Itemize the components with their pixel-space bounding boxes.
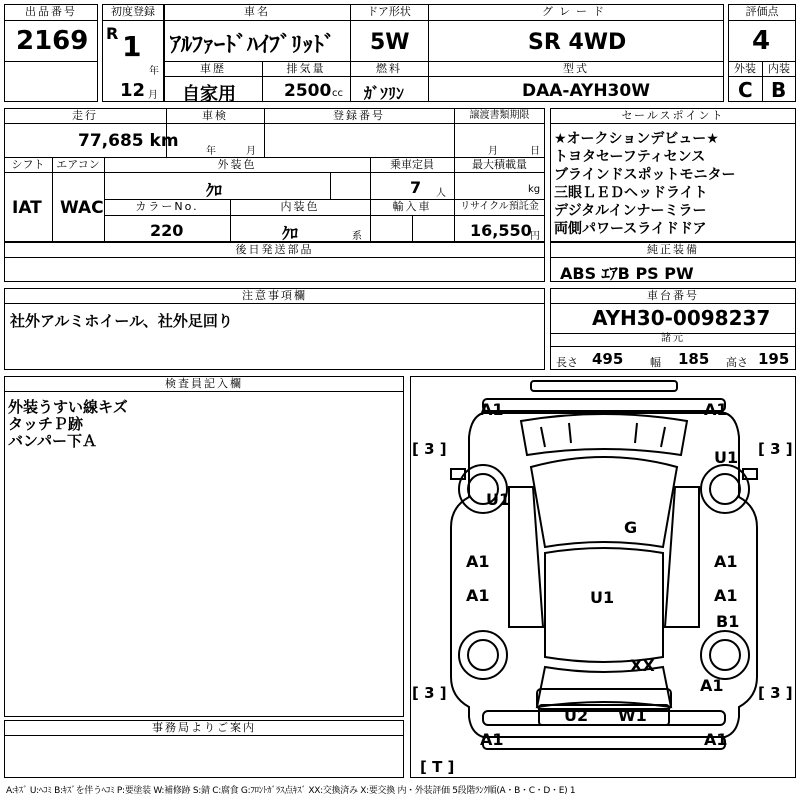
score-label: 評価点: [745, 5, 779, 18]
diagram-mark: A1: [480, 400, 504, 419]
diagram-mark: U1: [486, 490, 511, 509]
width-value: 185: [678, 350, 710, 368]
fuel-value: ｶﾞｿﾘﾝ: [364, 84, 405, 103]
sales-list: [550, 126, 796, 242]
diagram-mark: A1: [700, 676, 724, 695]
mileage-label: 走行: [72, 109, 98, 122]
diagram-mark: [ 3 ]: [412, 440, 447, 458]
shift-value: IAT: [12, 198, 42, 218]
mileage-value: 77,685 km: [78, 131, 179, 151]
aircon-value: WAC: [60, 198, 104, 218]
diagram-mark: U2: [564, 706, 589, 725]
aircon-label: エアコン: [56, 158, 100, 171]
lot-number: 2169: [16, 26, 89, 56]
diagram-mark: [ 3 ]: [412, 684, 447, 702]
diagram-mark: A1: [704, 400, 728, 419]
recycle-unit: 円: [530, 231, 540, 242]
notes-value: 社外アルミホイール、社外足回り: [10, 312, 233, 330]
ext-score-label: 外装: [734, 62, 756, 75]
diagram-mark: [ 3 ]: [758, 684, 793, 702]
history-value: 自家用: [182, 84, 236, 105]
office-label: 事務局よりご案内: [152, 721, 256, 734]
diagram-mark: B1: [716, 612, 740, 631]
chassis-value: AYH30-0098237: [592, 306, 771, 330]
equipment-label: 純正装備: [647, 243, 699, 256]
diagram-mark: U1: [714, 448, 739, 467]
reg-year-unit: 年: [149, 66, 159, 77]
sales-label: セールスポイント: [621, 109, 725, 122]
int-score-label: 内装: [768, 62, 790, 75]
grade-value: SR 4WD: [528, 30, 627, 55]
car-name-label: 車名: [244, 5, 270, 18]
first-reg-label: 初度登録: [111, 5, 155, 18]
grade-label: グレード: [542, 5, 610, 18]
inspection-year-unit: 年: [206, 146, 216, 157]
load-unit: kg: [528, 184, 541, 195]
registration-label: 登録番号: [333, 109, 385, 122]
transfer-label: 譲渡書類期限: [469, 110, 530, 121]
height-label: 高さ: [726, 356, 748, 369]
import-label: 輸入車: [392, 200, 432, 213]
inspection-label: 車検: [202, 109, 228, 122]
reg-era: R: [106, 24, 119, 43]
int-color-label: 内装色: [280, 200, 320, 213]
inspection-month-unit: 月: [246, 146, 256, 157]
diagram-mark: W1: [618, 706, 647, 725]
sales-item: ★オークションデビュー★: [554, 131, 719, 147]
reg-month: 12: [120, 80, 146, 101]
reg-year: 1: [122, 30, 142, 63]
color-no-label: カラーNo.: [135, 200, 199, 213]
int-color-value: ｸﾛ: [282, 224, 299, 243]
int-color-unit: 系: [352, 231, 362, 242]
equipment-value: ABS ｴｱB PS PW: [560, 264, 694, 283]
score-value: 4: [752, 26, 771, 56]
notes-label: 注意事項欄: [242, 289, 307, 302]
inspector-line: タッチＰ跡: [8, 415, 84, 433]
history-label: 車歴: [200, 62, 226, 75]
sales-item: デジタルインナーミラー: [554, 203, 707, 219]
capacity-value: 7: [410, 178, 422, 197]
width-label: 幅: [650, 356, 661, 369]
car-outline: [411, 377, 797, 779]
displacement-value: 2500: [284, 81, 332, 101]
legend: A:ｷｽﾞ U:ﾍｺﾐ B:ｷｽﾞを伴うﾍｺﾐ P:要塗装 W:補修跡 S:錆 C:腐食 G:ﾌﾛﾝﾄｶﾞﾗｽ点ｷｽﾞ XX:交換済み X:要交換 内・外装評価 5段階ﾗﾝｸ順(A・B・C・D・E) 1: [6, 786, 576, 796]
recycle-value: 16,550: [470, 221, 532, 240]
diagram-mark: A1: [704, 730, 728, 749]
capacity-unit: 人: [436, 188, 446, 199]
int-score: B: [771, 78, 787, 102]
lot-label: 出品番号: [25, 5, 77, 18]
parts-later-label: 後日発送部品: [235, 243, 314, 256]
length-value: 495: [592, 350, 624, 368]
car-name: ｱﾙﾌｧｰﾄﾞﾊｲﾌﾞﾘｯﾄﾞ: [170, 33, 336, 58]
height-value: 195: [758, 350, 790, 368]
reg-month-unit: 月: [148, 90, 158, 101]
sales-item: 両側パワースライドドア: [554, 221, 707, 237]
inspector-label: 検査員記入欄: [165, 377, 243, 390]
diagram-mark: [ 3 ]: [758, 440, 793, 458]
spec-box: [4, 108, 545, 242]
inspector-line: 外装うすい線キズ: [8, 398, 128, 416]
color-no-value: 220: [150, 221, 184, 240]
diagram-mark: [ T ]: [420, 758, 455, 776]
diagram-mark: U1: [590, 588, 615, 607]
car-diagram: [410, 376, 796, 778]
diagram-mark: A1: [466, 586, 490, 605]
diagram-mark: XX: [630, 656, 655, 675]
diagram-mark: G: [624, 518, 638, 537]
diagram-mark: A1: [714, 586, 738, 605]
shift-label: シフト: [11, 158, 45, 171]
dims-label: 諸元: [661, 333, 685, 344]
model-label: 型式: [563, 62, 589, 75]
recycle-label: リサイクル預託金: [460, 201, 539, 212]
diagram-mark: A1: [714, 552, 738, 571]
fuel-label: 燃料: [376, 62, 402, 75]
diagram-mark: A1: [480, 730, 504, 749]
length-label: 長さ: [556, 356, 578, 369]
transfer-month-unit: 月: [488, 146, 498, 157]
displacement-label: 排気量: [286, 62, 326, 75]
doors-value: 5W: [370, 30, 410, 55]
diagram-mark: A1: [466, 552, 490, 571]
ext-score: C: [738, 78, 753, 102]
sales-item: 三眼ＬＥＤヘッドライト: [554, 185, 708, 201]
displacement-unit: cc: [332, 88, 343, 99]
model-value: DAA-AYH30W: [522, 81, 650, 101]
transfer-day-unit: 日: [530, 146, 540, 157]
capacity-label: 乗車定員: [390, 158, 434, 171]
sales-item: トヨタセーフティセンス: [554, 149, 706, 165]
doors-label: ドア形状: [367, 5, 411, 18]
chassis-label: 車台番号: [647, 289, 699, 302]
inspector-line: バンパー下Ａ: [8, 432, 97, 450]
load-label: 最大積載量: [472, 158, 527, 171]
sales-item: ブラインドスポットモニター: [554, 167, 736, 183]
ext-color-value: ｸﾛ: [206, 181, 223, 200]
ext-color-label: 外装色: [217, 158, 257, 171]
